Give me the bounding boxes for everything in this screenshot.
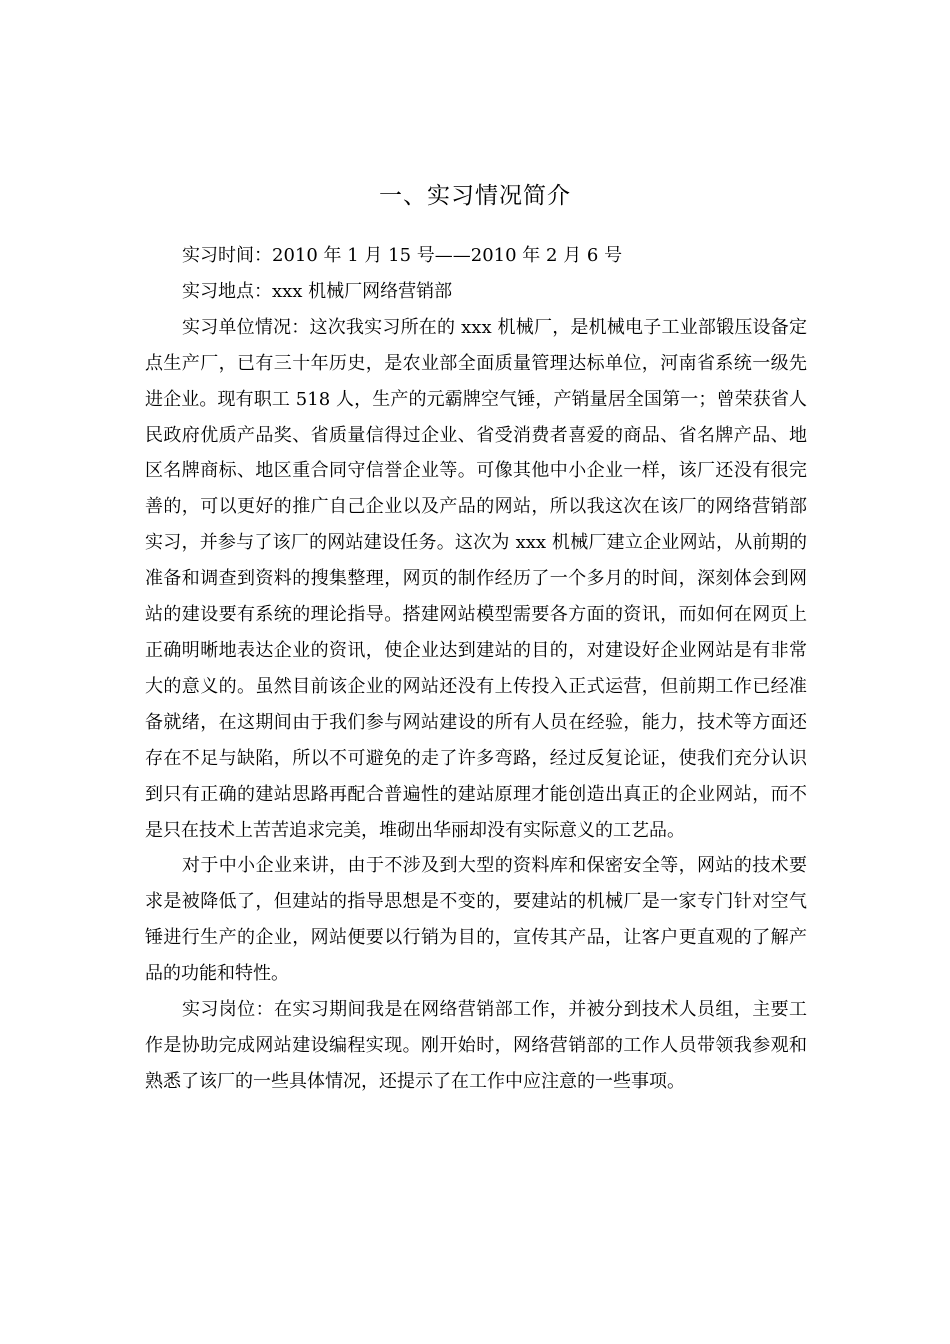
internship-location-paragraph: 实习地点：xxx 机械厂网络营销部 bbox=[182, 280, 453, 302]
sme-website-paragraph: 对于中小企业来讲，由于不涉及到大型的资料库和保密安全等，网站的技术要求是被降低了，但建站的指导思想是不变的，要建站的机械厂是一家专门针对空气锤进行生产的企业，网站便要以行销为目的，宣传其产品，让客户更直观的了解产品的功能和特性。 bbox=[145, 855, 807, 985]
document-body bbox=[145, 238, 807, 1100]
company-overview-paragraph: 实习单位情况：这次我实习所在的 xxx 机械厂，是机械电子工业部锻压设备定点生产厂，已有三十年历史，是农业部全面质量管理达标单位，河南省系统一级先进企业。现有职工 518 人，生产的元霸牌空气锤，产销量居全国第一；曾荣获省人民政府优质产品奖、省质量信得过企业、省受消费者喜爱的商品、省名牌产品、地区名牌商标、地区重合同守信誉企业等。可像其他中小企业一样，该厂还没有很完善的，可以更好的推广自己企业以及产品的网站，所以我这次在该厂的网络营销部实习，并参与了该厂的网站建设任务。这次为 xxx 机械厂建立企业网站，从前期的准备和调查到资料的搜集整理，网页的制作经历了一个多月的时间，深刻体会到网站的建设要有系统的理论指导。搭建网站模型需要各方面的资讯，而如何在网页上正确明晰地表达企业的资讯，使企业达到建站的目的，对建设好企业网站是有非常大的意义的。虽然目前该企业的网站还没有上传投入正式运营，但前期工作已经准备就绪，在这期间由于我们参与网站建设的所有人员在经验，能力，技术等方面还存在不足与缺陷，所以不可避免的走了许多弯路，经过反复论证，使我们充分认识到只有正确的建站思路再配合普遍性的建站原理才能创造出真正的企业网站，而不是只在技术上苦苦追求完美，堆砌出华丽却没有实际意义的工艺品。 bbox=[145, 316, 807, 841]
document-title: 一、实习情况简介 bbox=[379, 183, 571, 209]
internship-position-paragraph: 实习岗位：在实习期间我是在网络营销部工作，并被分到技术人员组，主要工作是协助完成网站建设编程实现。刚开始时，网络营销部的工作人员带领我参观和熟悉了该厂的一些具体情况，还提示了在工作中应注意的一些事项。 bbox=[145, 999, 807, 1092]
internship-time-paragraph: 实习时间：2010 年 1 月 15 号——2010 年 2 月 6 号 bbox=[182, 245, 623, 266]
